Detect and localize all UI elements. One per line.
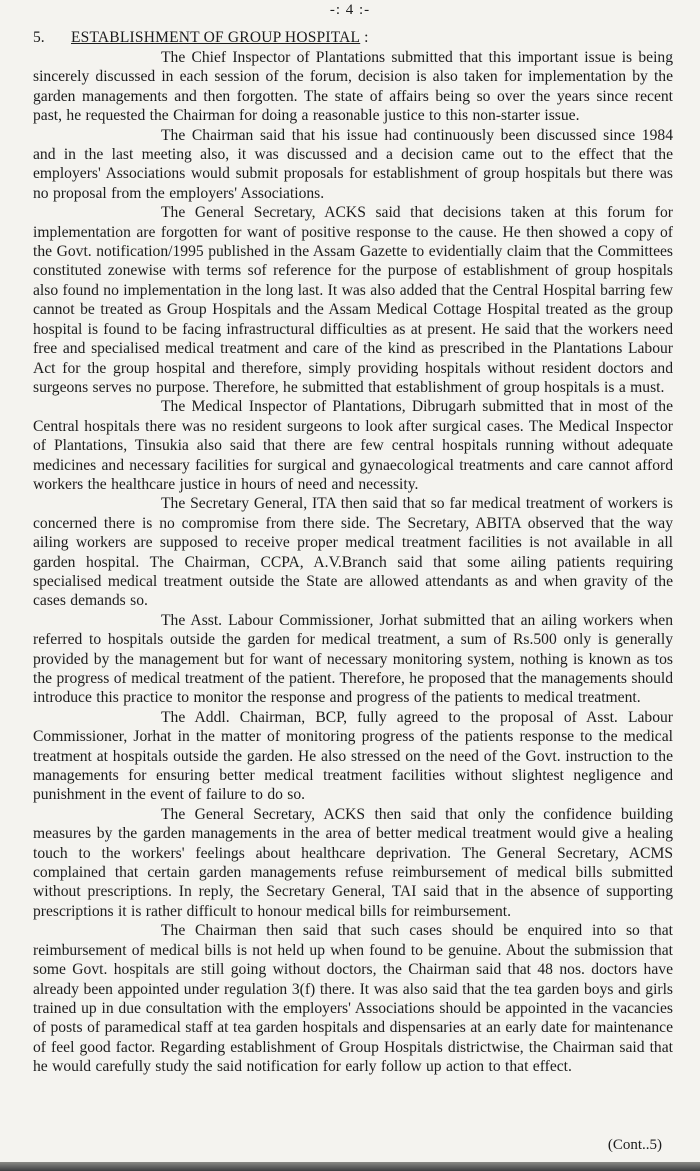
section-number: 5.: [33, 29, 45, 46]
paragraph-addl-chairman-bcp: The Addl. Chairman, BCP, fully agreed to the proposal of Asst. Labour Commissioner, Jorhat in the matter of monitoring progress of the patients response to the medical treatment at hospitals outside the garden. He also stressed on the need of the Govt. instruction to the managements for ensuring better medical treatment facilities without slightest negligence and punishment in the event of failure to do so.: [33, 708, 673, 804]
page-bottom-edge: [0, 1162, 700, 1171]
section-heading: [33, 28, 673, 47]
paragraph-chief-inspector: The Chief Inspector of Plantations submitted that this important issue is being sincerely discussed in each session of the forum, decision is also taken for implementation by the garden managements and then forgotten. The state of affairs being so over the years since recent past, he requested the Chairman for doing a reasonable justice to this non-starter issue.: [33, 49, 673, 125]
paragraph-medical-inspector: The Medical Inspector of Plantations, Dibrugarh submitted that in most of the Central hospitals there was no resident surgeons to look after surgical cases. The Medical Inspector of Plantations, Tinsukia also said that there are few central hospitals running without adequate medicines and necessary facilities for surgical and gynaecological treatments and care cannot afford workers the healthcare justice in hours of need and necessity.: [33, 398, 673, 493]
section-title-suffix: :: [360, 29, 369, 46]
paragraph-general-secretary-acks-2: The General Secretary, ACKS then said that only the confidence building measures by the garden managements in the area of better medical treatment would give a healing touch to the workers' feelings about healthcare deprivation. The General Secretary, ACMS complained that certain garden managements refuse reimbursement of medical bills submitted without prescriptions. In reply, the Secretary General, TAI said that in the absence of supporting prescriptions it is rather difficult to honour medical bills for reimbursement.: [33, 805, 673, 920]
section-title: ESTABLISHMENT OF GROUP HOSPITAL: [71, 29, 361, 46]
document-body: [33, 28, 673, 1077]
paragraph-general-secretary-acks: The General Secretary, ACKS said that decisions taken at this forum for implementation are forgotten for want of positive response to the cause. He then showed a copy of the Govt. notification/1995 published in the Assam Gazette to evidentially claim that the Committees constituted zonewise with terms sof reference for the purpose of establishment of group hospitals also found no implementation in the long last. It was also added that the Central Hospital barring few cannot be treated as Group Hospitals and the Assam Medical Cottage Hospital treated as the group hospital is found to be facing infrastructural difficulties as at present. He said that the workers need free and specialised medical treatment and care of the kind as prescribed in the Plantations Labour Act for the group hospital and therefore, simply providing hospitals without resident doctors and surgeons serves no purpose. Therefore, he submitted that establishment of group hospitals is a must.: [33, 204, 673, 396]
paragraph-chairman-1984: The Chairman said that his issue had continuously been discussed since 1984 and in the last meeting also, it was discussed and a decision came out to the effect that the employers' Associations would submit proposals for establishment of group hospitals but there was no proposal from the employers' Associations.: [33, 126, 673, 202]
paragraph-secretary-general-ita: The Secretary General, ITA then said that so far medical treatment of workers is concerned there is no compromise from there side. The Secretary, ABITA observed that the way ailing workers are supposed to receive proper medical treatment facilities is not available in all garden hospital. The Chairman, CCPA, A.V.Branch said that some ailing patients requiring specialised medical treatment outside the State are allowed attendants as and when gravity of the cases demands so.: [33, 495, 673, 610]
paragraph-asst-labour-commissioner: The Asst. Labour Commissioner, Jorhat submitted that an ailing workers when referred to hospitals outside the garden for medical treatment, a sum of Rs.500 only is generally provided by the management but for want of necessary monitoring system, nothing is known as tos the progress of medical treatment of the patient. Therefore, he proposed that the managements should introduce this practice to monitor the response and progress of the patients to medical treatment.: [33, 611, 673, 707]
page-number: -: 4 :-: [329, 2, 371, 18]
continuation-note: (Cont..5): [607, 1137, 662, 1153]
paragraph-chairman-conclusion: The Chairman then said that such cases should be enquired into so that reimbursement of medical bills is not held up when found to be genuine. About the submission that some Govt. hospitals are still going without doctors, the Chairman said that 48 nos. doctors have already been appointed under regulation 3(f) there. It was also said that the tea garden boys and girls trained up in due consultation with the employers' Associations should be appointed in the vacancies of posts of paramedical staff at tea garden hospitals and dispensaries at an early date for maintenance of feel good factor. Regarding establishment of Group Hospitals districtwise, the Chairman said that he would carefully study the said notification for early follow up action to that effect.: [33, 922, 673, 1076]
